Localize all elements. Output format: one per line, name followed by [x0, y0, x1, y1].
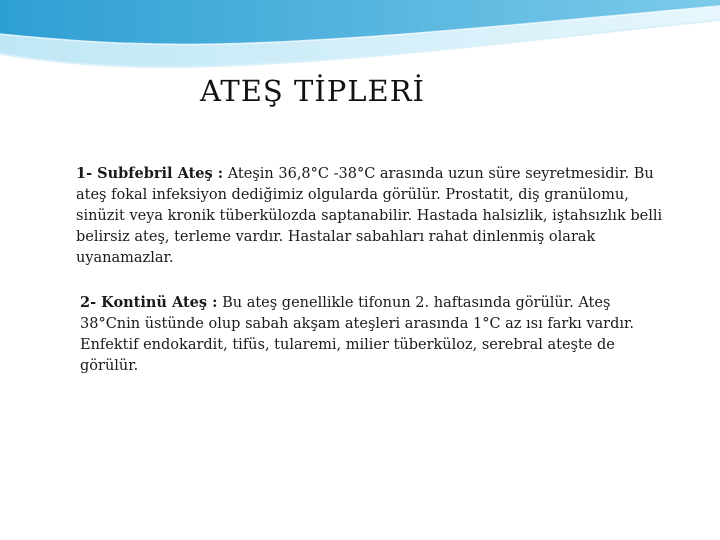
paragraph-heading: 1- Subfebril Ateş : — [76, 165, 224, 182]
paragraph-kontinu — [80, 292, 660, 377]
paragraph-subfebril — [76, 163, 676, 269]
paragraph-body: Bu ateş genellikle tifonun 2. haftasında görülür. Ateş 38°Cnin üstünde olup sabah akşam ateşleri arasında 1°C az ısı farkı vardır. Enfektif endokardit, tifüs, tularemi, milier tüberküloz, serebral ateşte de görülür. — [80, 295, 634, 374]
paragraph-heading: 2- Kontinü Ateş : — [80, 294, 218, 311]
slide-title: ATEŞ TİPLERİ — [200, 74, 425, 108]
paragraph-body: Ateşin 36,8°C -38°C arasında uzun süre seyretmesidir. Bu ateş fokal infeksiyon dediğimiz olgularda görülür. Prostatit, diş granülomu, sinüzit veya kronik tüberkülozda saptanabilir. Hastada halsizlik, iştahsızlık belli belirsiz ateş, terleme vardır. Hastalar sabahları rahat dinlenmiş olarak uyanamazlar. — [76, 166, 663, 266]
